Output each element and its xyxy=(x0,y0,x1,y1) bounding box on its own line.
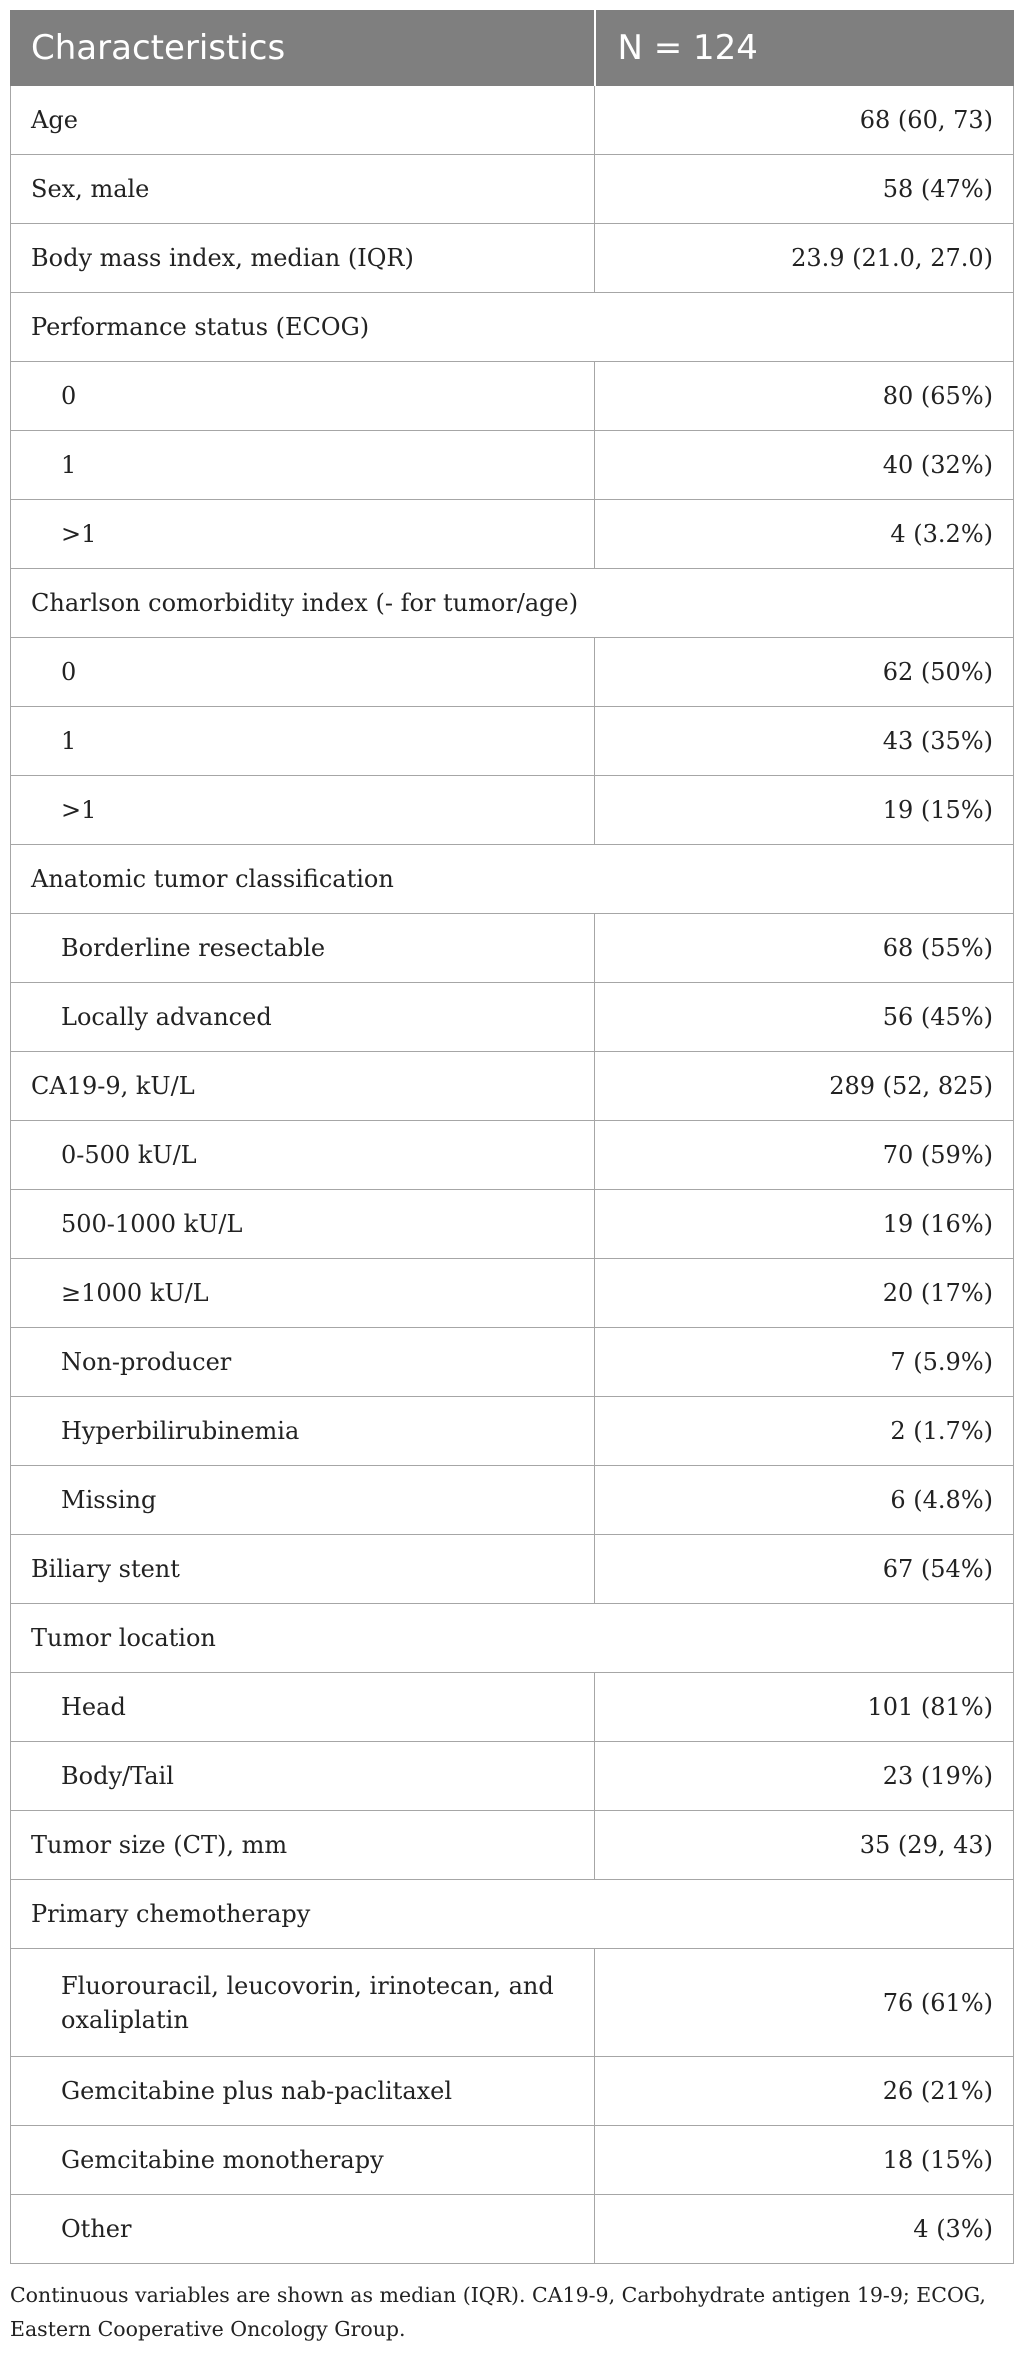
row-section-label: Anatomic tumor classification xyxy=(11,845,1014,914)
row-section-label: Tumor location xyxy=(11,1604,1014,1673)
row-label: Other xyxy=(11,2195,595,2264)
table-row xyxy=(11,1259,1014,1328)
table-row xyxy=(11,1328,1014,1397)
row-value: 19 (16%) xyxy=(595,1190,1014,1259)
table-row xyxy=(11,776,1014,845)
row-value: 70 (59%) xyxy=(595,1121,1014,1190)
row-label: Gemcitabine plus nab-paclitaxel xyxy=(11,2057,595,2126)
row-value: 23 (19%) xyxy=(595,1742,1014,1811)
table-row xyxy=(11,1535,1014,1604)
row-label: 0-500 kU/L xyxy=(11,1121,595,1190)
header-characteristics: Characteristics xyxy=(11,11,595,86)
row-label: Sex, male xyxy=(11,155,595,224)
row-section-label: Charlson comorbidity index (- for tumor/age) xyxy=(11,569,1014,638)
row-value: 289 (52, 825) xyxy=(595,1052,1014,1121)
row-label-text: Fluorouracil, leucovorin, irinotecan, and oxaliplatin xyxy=(61,1971,554,2034)
characteristics-table-container xyxy=(10,10,1013,2264)
table-row xyxy=(11,1466,1014,1535)
table-row xyxy=(11,293,1014,362)
table-row xyxy=(11,431,1014,500)
table-row xyxy=(11,1190,1014,1259)
row-value: 101 (81%) xyxy=(595,1673,1014,1742)
table-row xyxy=(11,1397,1014,1466)
row-label: Borderline resectable xyxy=(11,914,595,983)
table-row xyxy=(11,2126,1014,2195)
table-row xyxy=(11,1052,1014,1121)
table-row xyxy=(11,1949,1014,2057)
characteristics-table xyxy=(10,10,1014,2264)
row-section-label: Performance status (ECOG) xyxy=(11,293,1014,362)
table-header-row xyxy=(11,11,1014,86)
row-label: Body mass index, median (IQR) xyxy=(11,224,595,293)
row-label: Biliary stent xyxy=(11,1535,595,1604)
table-row xyxy=(11,155,1014,224)
row-value: 80 (65%) xyxy=(595,362,1014,431)
row-value: 4 (3%) xyxy=(595,2195,1014,2264)
table-row xyxy=(11,983,1014,1052)
row-value: 23.9 (21.0, 27.0) xyxy=(595,224,1014,293)
row-value: 6 (4.8%) xyxy=(595,1466,1014,1535)
table-row xyxy=(11,1673,1014,1742)
row-value: 67 (54%) xyxy=(595,1535,1014,1604)
table-row xyxy=(11,86,1014,155)
row-value: 2 (1.7%) xyxy=(595,1397,1014,1466)
row-label: CA19-9, kU/L xyxy=(11,1052,595,1121)
row-label: Missing xyxy=(11,1466,595,1535)
row-value: 76 (61%) xyxy=(595,1949,1014,2057)
table-row xyxy=(11,224,1014,293)
row-value: 40 (32%) xyxy=(595,431,1014,500)
row-value: 68 (55%) xyxy=(595,914,1014,983)
table-row xyxy=(11,1121,1014,1190)
row-value: 20 (17%) xyxy=(595,1259,1014,1328)
row-label: Head xyxy=(11,1673,595,1742)
row-label: 1 xyxy=(11,431,595,500)
table-row xyxy=(11,569,1014,638)
row-section-label: Primary chemotherapy xyxy=(11,1880,1014,1949)
table-row xyxy=(11,500,1014,569)
row-value: 35 (29, 43) xyxy=(595,1811,1014,1880)
table-row xyxy=(11,914,1014,983)
row-label xyxy=(11,1949,595,2057)
row-label: Gemcitabine monotherapy xyxy=(11,2126,595,2195)
table-footnote: Continuous variables are shown as median (IQR). CA19-9, Carbohydrate antigen 19-9; ECOG, Eastern Cooperative Oncology Group. xyxy=(10,2283,986,2341)
row-value: 4 (3.2%) xyxy=(595,500,1014,569)
table-row xyxy=(11,1604,1014,1673)
row-value: 18 (15%) xyxy=(595,2126,1014,2195)
row-value: 62 (50%) xyxy=(595,638,1014,707)
table-row xyxy=(11,2195,1014,2264)
table-row xyxy=(11,707,1014,776)
row-label: >1 xyxy=(11,500,595,569)
row-label: Tumor size (CT), mm xyxy=(11,1811,595,1880)
row-label: 500-1000 kU/L xyxy=(11,1190,595,1259)
row-label: 0 xyxy=(11,362,595,431)
row-label: >1 xyxy=(11,776,595,845)
row-value: 56 (45%) xyxy=(595,983,1014,1052)
row-label: Age xyxy=(11,86,595,155)
table-row xyxy=(11,638,1014,707)
row-label: ≥1000 kU/L xyxy=(11,1259,595,1328)
row-label: 0 xyxy=(11,638,595,707)
table-row xyxy=(11,362,1014,431)
table-row xyxy=(11,1811,1014,1880)
row-label: Body/Tail xyxy=(11,1742,595,1811)
table-row xyxy=(11,1880,1014,1949)
row-label: Hyperbilirubinemia xyxy=(11,1397,595,1466)
header-n: N = 124 xyxy=(595,11,1014,86)
row-value: 26 (21%) xyxy=(595,2057,1014,2126)
row-value: 58 (47%) xyxy=(595,155,1014,224)
row-value: 68 (60, 73) xyxy=(595,86,1014,155)
row-value: 43 (35%) xyxy=(595,707,1014,776)
row-value: 7 (5.9%) xyxy=(595,1328,1014,1397)
row-label: Locally advanced xyxy=(11,983,595,1052)
table-row xyxy=(11,845,1014,914)
row-label: Non-producer xyxy=(11,1328,595,1397)
table-body xyxy=(11,86,1014,2264)
table-row xyxy=(11,1742,1014,1811)
row-value: 19 (15%) xyxy=(595,776,1014,845)
row-label: 1 xyxy=(11,707,595,776)
table-row xyxy=(11,2057,1014,2126)
